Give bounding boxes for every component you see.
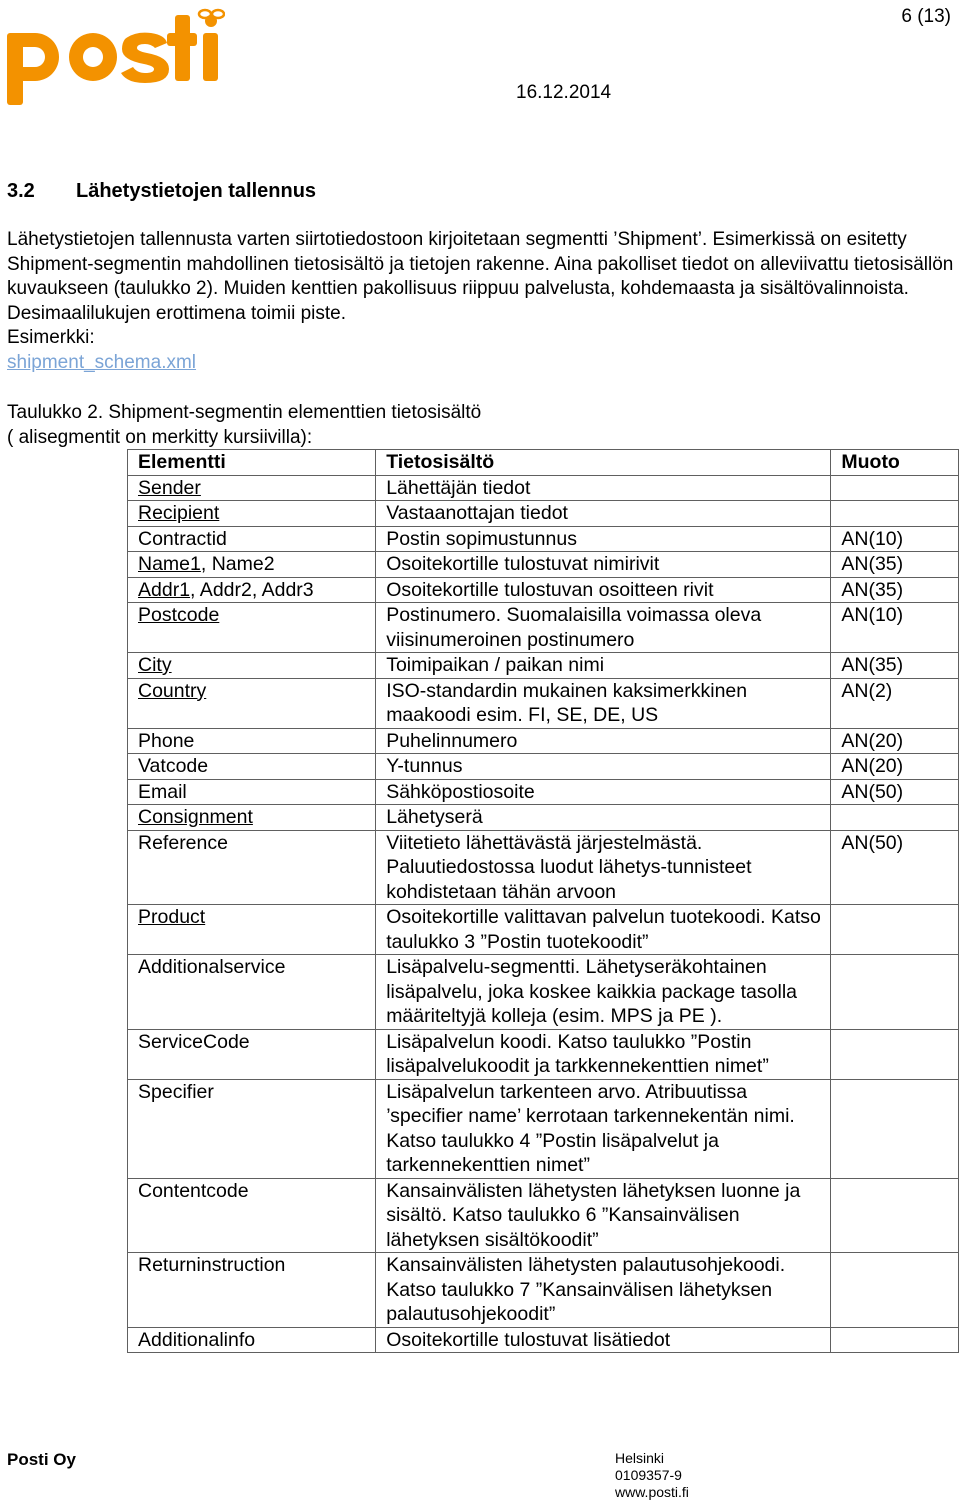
element-format [831,805,959,831]
element-name: Sender [138,476,201,499]
table-row [128,779,959,805]
element-content: Lähettäjän tiedot [376,475,831,501]
element-format: AN(2) [831,678,959,728]
element-content: Osoitekortille valittavan palvelun tuotekoodi. Katso taulukko 3 ”Postin tuotekoodit” [376,905,831,955]
element-format [831,1327,959,1353]
element-format [831,905,959,955]
table-row [128,603,959,653]
footer-website: www.posti.fi [615,1484,689,1500]
header-element: Elementti [128,450,376,476]
element-name: Addr1 [138,578,191,601]
element-content: Kansainvälisten lähetysten lähetyksen luonne ja sisältö. Katso taulukko 6 ”Kansainvälisen lähetyksen sisältökoodit” [376,1178,831,1253]
element-format [831,955,959,1030]
element-content: Osoitekortille tulostuvan osoitteen rivit [376,577,831,603]
element-name: Contentcode [138,1179,249,1202]
example-link[interactable]: shipment_schema.xml [7,351,197,373]
table-row [128,754,959,780]
element-format: AN(20) [831,754,959,780]
table-row [128,955,959,1030]
element-name: Recipient [138,502,220,524]
element-content: Vastaanottajan tiedot [376,501,831,527]
intro-paragraph: Lähetystietojen tallennusta varten siirtotiedostoon kirjoitetaan segmentti ’Shipment’. Esimerkissä on esitetty Shipment-segmentin mahdollinen tietosisältö ja tietojen rakenne. Aina pakolliset tiedot on alleviivattu tietosisällön kuvaukseen (taulukko 2). Muiden kenttien pakollisuus riippuu palvelusta, kohdemaasta ja sisältövalinnoista. Desimaalilukujen erottimena toimii piste. [7,229,954,324]
table-caption [7,401,481,450]
element-content: Y-tunnus [376,754,831,780]
element-name: Contractid [138,527,227,550]
element-name: Consignment [138,806,253,828]
element-format [831,501,959,527]
element-name-rest: , Addr2, Addr3 [190,578,314,601]
caption-line-1: Taulukko 2. Shipment-segmentin elementtien tietosisältö [7,402,482,423]
table-row [128,830,959,905]
page-number: 6 (13) [901,6,951,27]
element-format: AN(35) [831,552,959,578]
footer-business-id: 0109357-9 [615,1467,682,1483]
element-name: Specifier [138,1080,214,1103]
element-name: Reference [138,831,228,854]
posti-logo [5,5,225,110]
element-content: Osoitekortille tulostuvat lisätiedot [376,1327,831,1353]
element-format: AN(35) [831,577,959,603]
table-row [128,653,959,679]
element-format [831,1079,959,1178]
footer-city: Helsinki [615,1450,665,1466]
table-row [128,501,959,527]
element-content: Viitetieto lähettävästä järjestelmästä. Paluutiedostossa luodut lähetys-tunnisteet kohdistetaan tähän arvoon [376,830,831,905]
element-name: Phone [138,729,195,752]
header-content: Tietosisältö [376,450,831,476]
element-format: AN(10) [831,603,959,653]
logo-text: posti [5,5,8,6]
element-content: Sähköpostiosoite [376,779,831,805]
table-row [128,905,959,955]
section-title: Lähetystietojen tallennus [76,180,317,202]
element-format: AN(20) [831,728,959,754]
element-format [831,475,959,501]
element-format [831,1029,959,1079]
element-content: Lähetyserä [376,805,831,831]
element-content: Osoitekortille tulostuvat nimirivit [376,552,831,578]
table-row [128,728,959,754]
shipment-elements-table [127,449,959,1353]
table-row [128,1327,959,1353]
element-content: Toimipaikan / paikan nimi [376,653,831,679]
table-row [128,805,959,831]
document-date: 16.12.2014 [516,82,612,103]
element-content: Postinumero. Suomalaisilla voimassa oleva viisinumeroinen postinumero [376,603,831,653]
element-name: Country [138,679,207,702]
element-format [831,1253,959,1328]
element-name: Additionalservice [138,956,286,978]
element-name: Returninstruction [138,1254,286,1276]
element-content: Kansainvälisten lähetysten palautusohjekoodi. Katso taulukko 7 ”Kansainvälisen lähetyksen palautusohjekoodit” [376,1253,831,1328]
element-name: Product [138,906,206,928]
element-name: Additionalinfo [138,1328,256,1351]
element-name-rest: , Name2 [200,553,275,575]
element-name: Name1 [138,553,201,575]
table-row [128,475,959,501]
element-format [831,1178,959,1253]
element-name: City [138,654,172,676]
element-name: ServiceCode [138,1030,250,1053]
element-content: ISO-standardin mukainen kaksimerkkinen maakoodi esim. FI, SE, DE, US [376,678,831,728]
footer-info [615,1450,689,1501]
table-row [128,1029,959,1079]
element-content: Lisäpalvelu-segmentti. Lähetyseräkohtainen lisäpalvelu, joka koskee kaikkia package tasolla määriteltyjä kolleja (esim. MPS ja PE ). [376,955,831,1030]
example-label: Esimerkki: [7,327,95,348]
section-heading [7,180,316,203]
table-row [128,1178,959,1253]
caption-line-2: ( alisegmentit on merkitty kursiivilla): [7,426,313,448]
element-content: Puhelinnumero [376,728,831,754]
table-row [128,1253,959,1328]
table-row [128,1079,959,1178]
element-format: AN(35) [831,653,959,679]
table-row [128,526,959,552]
element-format: AN(50) [831,779,959,805]
table-header-row [128,450,959,476]
table-row [128,678,959,728]
footer-company: Posti Oy [7,1450,76,1469]
header-format: Muoto [831,450,959,476]
element-format: AN(50) [831,830,959,905]
element-format: AN(10) [831,526,959,552]
element-content: Lisäpalvelun tarkenteen arvo. Atribuutissa ’specifier name’ kerrotaan tarkennekentän nimi. Katso taulukko 4 ”Postin lisäpalvelut ja tarkennekenttien nimet” [376,1079,831,1178]
element-content: Lisäpalvelun koodi. Katso taulukko ”Postin lisäpalvelukoodit ja tarkkennekenttien nimet” [376,1029,831,1079]
element-name: Vatcode [138,755,209,777]
body-text [7,228,957,375]
element-name: Postcode [138,604,220,626]
table-row [128,577,959,603]
table-row [128,552,959,578]
section-number: 3.2 [7,180,35,202]
element-content: Postin sopimustunnus [376,526,831,552]
element-name: Email [138,780,187,803]
